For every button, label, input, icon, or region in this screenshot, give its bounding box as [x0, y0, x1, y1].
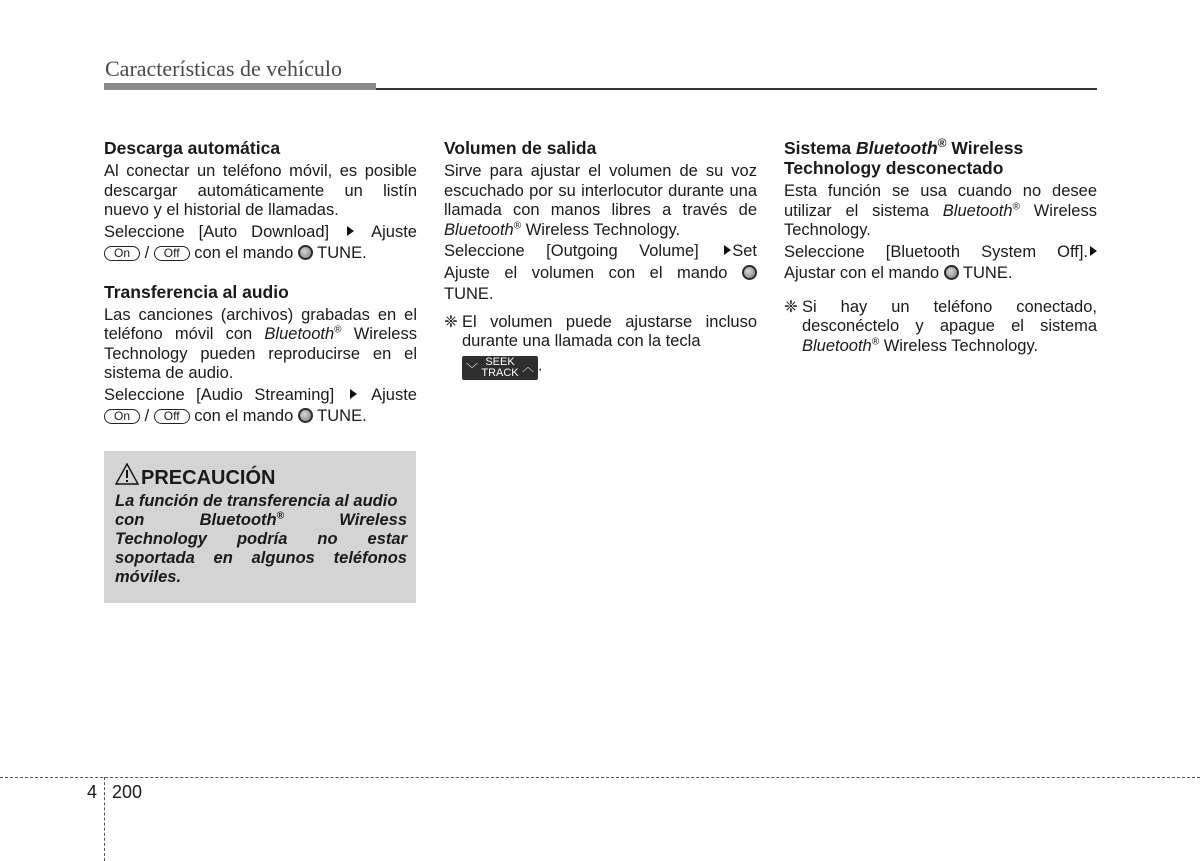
tune-knob-icon [298, 408, 313, 423]
registered-mark: ® [334, 324, 342, 336]
tune-knob-icon [944, 265, 959, 280]
instruction-text: Seleccione [Bluetooth System Off]. [784, 242, 1088, 261]
desc-text: Wireless Technology. [784, 201, 1097, 239]
tune-label: TUNE. [962, 264, 1013, 282]
heading-output-volume: Volumen de salida [444, 138, 597, 158]
caution-box [104, 451, 416, 603]
page-header-title: Características de vehículo [105, 56, 343, 81]
track-label: TRACK [481, 366, 519, 379]
caution-line [115, 511, 407, 530]
instruction-text: Ajustar con el mando [784, 264, 940, 282]
bluetooth-off-instruction [784, 243, 1097, 263]
audio-transfer-desc [104, 306, 417, 384]
off-button-icon: Off [154, 246, 190, 261]
output-volume-desc [444, 162, 757, 240]
desc-text: Wireless Technology pueden reproducirse en el sistema de audio. [104, 325, 417, 382]
arrow-right-icon [350, 389, 357, 399]
output-volume-adjust [444, 264, 757, 284]
page-number: 200 [112, 782, 143, 802]
output-volume-instruction [444, 242, 757, 262]
bluetooth-off-desc [784, 182, 1097, 241]
note-mark-icon: ❈ [784, 297, 798, 316]
desc-text: Las canciones (archivos) grabadas en el teléfono móvil con [104, 305, 417, 343]
on-button-icon: On [104, 246, 140, 261]
note-mark-icon: ❈ [444, 312, 458, 331]
column-2 [444, 138, 757, 382]
separator: / [144, 407, 150, 425]
registered-mark: ® [513, 220, 522, 231]
section-number: 4 [87, 782, 98, 802]
caution-line: Technology podría no estar soportada en algunos teléfonos móviles. [115, 530, 407, 586]
chevron-down-icon: ﹀ [466, 361, 479, 376]
auto-download-desc: Al conectar un teléfono móvil, es posible descargar automáticamente un listín nuevo y el historial de llamadas. [104, 162, 417, 219]
instruction-text: Set [732, 242, 758, 260]
column-3 [784, 138, 1097, 358]
desc-text: Sirve para ajustar el volumen de su voz escuchado por su interlocutor durante una llamada con manos libres a través de [444, 162, 757, 219]
instruction-text: Seleccione [Outgoing Volume] [444, 242, 699, 260]
instruction-text: Ajuste [371, 385, 417, 404]
header-rule-thick [104, 83, 376, 90]
registered-mark: ® [1012, 201, 1020, 212]
heading-text: Technology desconectado [784, 158, 1004, 178]
caution-title [115, 463, 407, 490]
instruction-text: con el mando [194, 244, 294, 262]
tune-label: TUNE. [444, 285, 494, 303]
instruction-text: Seleccione [Auto Download] [104, 222, 330, 241]
tune-knob-icon [742, 265, 757, 280]
instruction-text: Ajuste [371, 222, 417, 241]
heading-auto-download: Descarga automática [104, 138, 281, 158]
separator: / [144, 244, 150, 262]
auto-download-options [104, 244, 417, 264]
tune-label: TUNE. [317, 407, 367, 425]
desc-text: Esta función se usa cuando no desee utilizar el sistema [784, 182, 1097, 220]
bluetooth-term: Bluetooth [942, 201, 1013, 220]
audio-transfer-instruction [104, 386, 417, 406]
note-text: Wireless Technology. [883, 336, 1039, 355]
note-text: El volumen puede ajustarse incluso durante una llamada con la tecla [462, 312, 757, 350]
bluetooth-term: Bluetooth [199, 511, 277, 529]
seek-label: SEEK [485, 355, 515, 368]
heading-audio-transfer: Transferencia al audio [104, 281, 289, 302]
audio-transfer-options [104, 407, 417, 427]
arrow-right-icon [724, 245, 731, 255]
tune-knob-icon [298, 245, 313, 260]
caution-word: con [115, 511, 145, 529]
caution-line: La función de transferencia al audio [115, 492, 398, 510]
heading-text: Sistema [784, 138, 852, 158]
off-button-icon: Off [154, 409, 190, 424]
footer-vertical-rule [104, 777, 105, 861]
caution-word [200, 511, 284, 530]
arrow-right-icon [1090, 246, 1097, 256]
bluetooth-off-note [784, 298, 1097, 357]
registered-mark: ® [937, 136, 947, 151]
caution-word: Wireless [339, 511, 407, 529]
instruction-text: Ajuste el volumen con el mando [444, 263, 728, 282]
desc-text: Wireless Technology. [525, 220, 681, 239]
bluetooth-term: Bluetooth [802, 336, 872, 355]
registered-mark: ® [871, 336, 880, 347]
note-text: Si hay un teléfono conectado, desconéctelo y apague el sistema [802, 297, 1097, 335]
seek-track-button-icon [462, 356, 538, 380]
output-volume-note [444, 313, 757, 380]
heading-text: Wireless [951, 138, 1024, 158]
heading-bluetooth-off [784, 138, 1097, 178]
chevron-up-icon: ︿ [521, 359, 534, 374]
bluetooth-term: Bluetooth [264, 325, 335, 343]
auto-download-instruction [104, 223, 417, 243]
warning-icon [115, 463, 139, 485]
header-rule-thin [376, 88, 1097, 90]
instruction-text: Seleccione [Audio Streaming] [104, 385, 335, 404]
period: . [538, 355, 543, 374]
caution-body [115, 492, 407, 587]
bluetooth-off-adjust [784, 264, 1097, 284]
column-1 [104, 138, 417, 429]
registered-mark: ® [276, 510, 284, 522]
caution-title-text: PRECAUCIÓN [141, 467, 276, 489]
bluetooth-term: Bluetooth [856, 138, 938, 158]
on-button-icon: On [104, 409, 140, 424]
bluetooth-term: Bluetooth [444, 220, 514, 239]
tune-label: TUNE. [317, 244, 367, 262]
instruction-text: con el mando [194, 407, 294, 425]
footer-rule [0, 777, 1200, 778]
arrow-right-icon [347, 226, 354, 236]
